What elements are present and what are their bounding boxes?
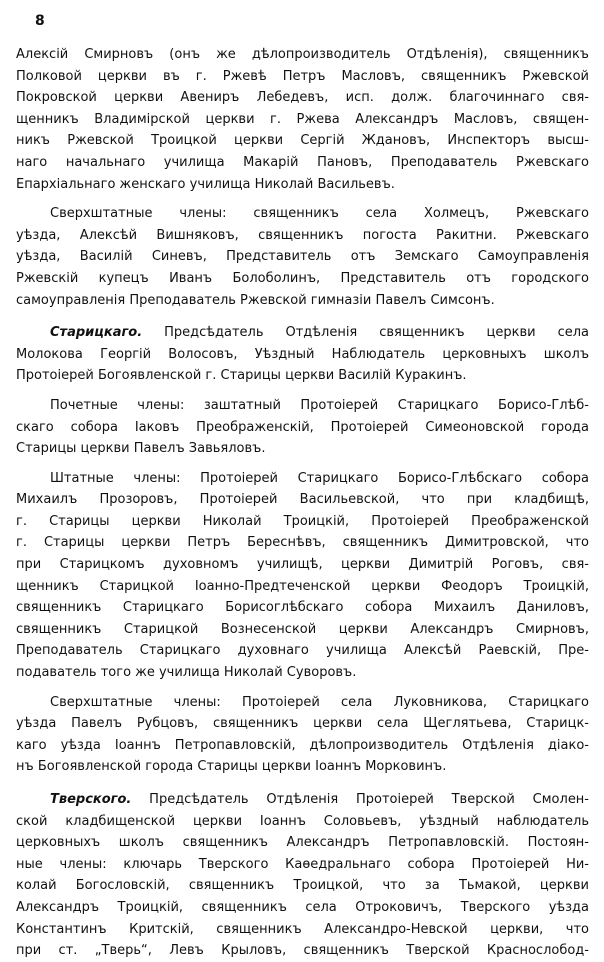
text-line: подаватель того же училища Николай Суворовъ. [16, 665, 357, 681]
text-line: Старицы церкви Павелъ Завьяловъ. [16, 441, 266, 457]
text-line: церковныхъ школъ священникъ Александръ Петропавловскій. Постоян- [16, 835, 589, 851]
text-line: Сверхштатные члены: священникъ села Холмецъ, Ржевскаго [50, 206, 589, 222]
section-heading-tver: Тверского. [50, 792, 132, 807]
text-line: Почетные члены: заштатный Протоіерей Старицкаго Борисо-Глѣб- [50, 397, 589, 413]
paragraph-rzhev-continued [16, 44, 589, 195]
text-line: уѣзда, Василій Синевъ, Представитель отъ Земскаго Самоуправленія [16, 249, 589, 265]
text-line: Сверхштатные члены: Протоіерей села Луковникова, Старицкаго [50, 694, 589, 710]
section-heading-staritsa: Старицкаго. [50, 325, 143, 341]
text-line: ской кладбищенской церкви Іоаннъ Соловьевъ, уѣздный наблюдатель [16, 813, 589, 829]
text-line: никъ Ржевской Троицкой церкви Сергій Ждановъ, Инспекторъ высш- [16, 133, 589, 149]
text-line: каго уѣзда Іоаннъ Петропавловскій, дѣлопроизводитель Отдѣленія діако- [16, 737, 589, 753]
text-line: самоуправленія Преподаватель Ржевской гимназіи Павелъ Симсонъ. [16, 292, 495, 308]
text-line: нъ Богоявленской города Старицы церкви Іоаннъ Морковинъ. [16, 759, 447, 775]
paragraph-staritsa-staff [16, 468, 589, 684]
text-line: Покровской церкви Авениръ Лебедевъ, исп. долж. благочиннаго свя- [16, 90, 589, 106]
text-line: Полковой церкви въ г. Ржевѣ Петръ Масловъ, священникъ Ржевской [16, 68, 589, 84]
text-line: скаго собора Іаковъ Преображенскій, Протоіерей Симеоновской города [16, 419, 589, 435]
document-body [16, 44, 589, 962]
text-line: Алексій Смирновъ (онъ же дѣлопроизводитель Отдѣленія), священникъ [16, 47, 589, 62]
paragraph-staritsa-supernumerary [16, 692, 589, 778]
paragraph-staritsa-honorary [16, 395, 589, 460]
text-line: Михаилъ Прозоровъ, Протоіерей Васильевской, что при кладбищѣ, [16, 492, 589, 508]
text-line: ные члены: ключарь Тверского Каѳедральнаго собора Протоіерей Ни- [16, 856, 589, 872]
text-line: уѣзда Павелъ Рубцовъ, священникъ церкви села Щеглятьева, Старицк- [16, 716, 589, 732]
text-line: священникъ Старицкаго Борисоглѣбскаго собора Михаилъ Даниловъ, [16, 600, 589, 616]
text-line: г. Старицы церкви Николай Троицкій, Протоіерей Преображенской [16, 513, 589, 529]
text-line: Ржевскій купецъ Иванъ Болоболинъ, Представитель отъ городского [16, 270, 589, 286]
text-line: Молокова Георгій Волосовъ, Уѣздный Наблюдатель церковныхъ школъ [16, 346, 589, 362]
text-line: уѣзда, Алексѣй Вишняковъ, священникъ погоста Ракитни. Ржевскаго [16, 227, 589, 243]
text-line: Преподаватель Старицкаго духовнаго училища Алексѣй Раевскій, Пре- [16, 643, 589, 659]
text-line: наго начальнаго училища Макарій Пановъ, Преподаватель Ржевскаго [16, 154, 589, 170]
paragraph-rzhev-supernumerary [16, 203, 589, 311]
page-number: 8 [35, 13, 45, 29]
text-fragment: Предсѣдатель Отдѣленія Протоіерей Тверской Смолен- [149, 792, 589, 807]
text-line: колай Богословскій, священникъ Троицкой, что за Тьмакой, церкви [16, 878, 589, 894]
text-fragment: Предсѣдатель Отдѣленія священникъ церкви села [164, 325, 589, 341]
paragraph-staritsa [16, 322, 589, 387]
text-line [16, 789, 589, 811]
text-line: при Старицкомъ духовномъ училищѣ, церкви Димитрій Роговъ, свя- [16, 557, 589, 573]
paragraph-tver [16, 789, 589, 962]
text-line: г. Старицы церкви Петръ Береснѣвъ, священникъ Димитровской, что [16, 535, 589, 551]
text-line: Штатные члены: Протоіерей Старицкаго Борисо-Глѣбскаго собора [50, 470, 589, 486]
text-line: Протоіерей Богоявленской г. Старицы церкви Василій Куракинъ. [16, 368, 467, 384]
text-line: щенникъ Владимірской церкви г. Ржева Александръ Масловъ, священ- [16, 111, 589, 127]
text-line: Епархіальнаго женскаго училища Николай Васильевъ. [16, 176, 395, 192]
text-line: Александръ Троицкій, священникъ села Отроковичъ, Тверского уѣзда [16, 899, 589, 915]
text-line: при ст. „Тверь“, Левъ Крыловъ, священникъ Тверской Краснослобод- [16, 943, 589, 959]
text-line: Константинъ Критскій, священникъ Александро-Невской церкви, что [16, 921, 589, 937]
text-line [16, 322, 589, 344]
text-line: священникъ Старицкой Вознесенской церкви Александръ Смирновъ, [16, 621, 589, 637]
text-line: щенникъ Старицкой Іоанно-Предтеченской церкви Феодоръ Троицкій, [16, 578, 589, 594]
